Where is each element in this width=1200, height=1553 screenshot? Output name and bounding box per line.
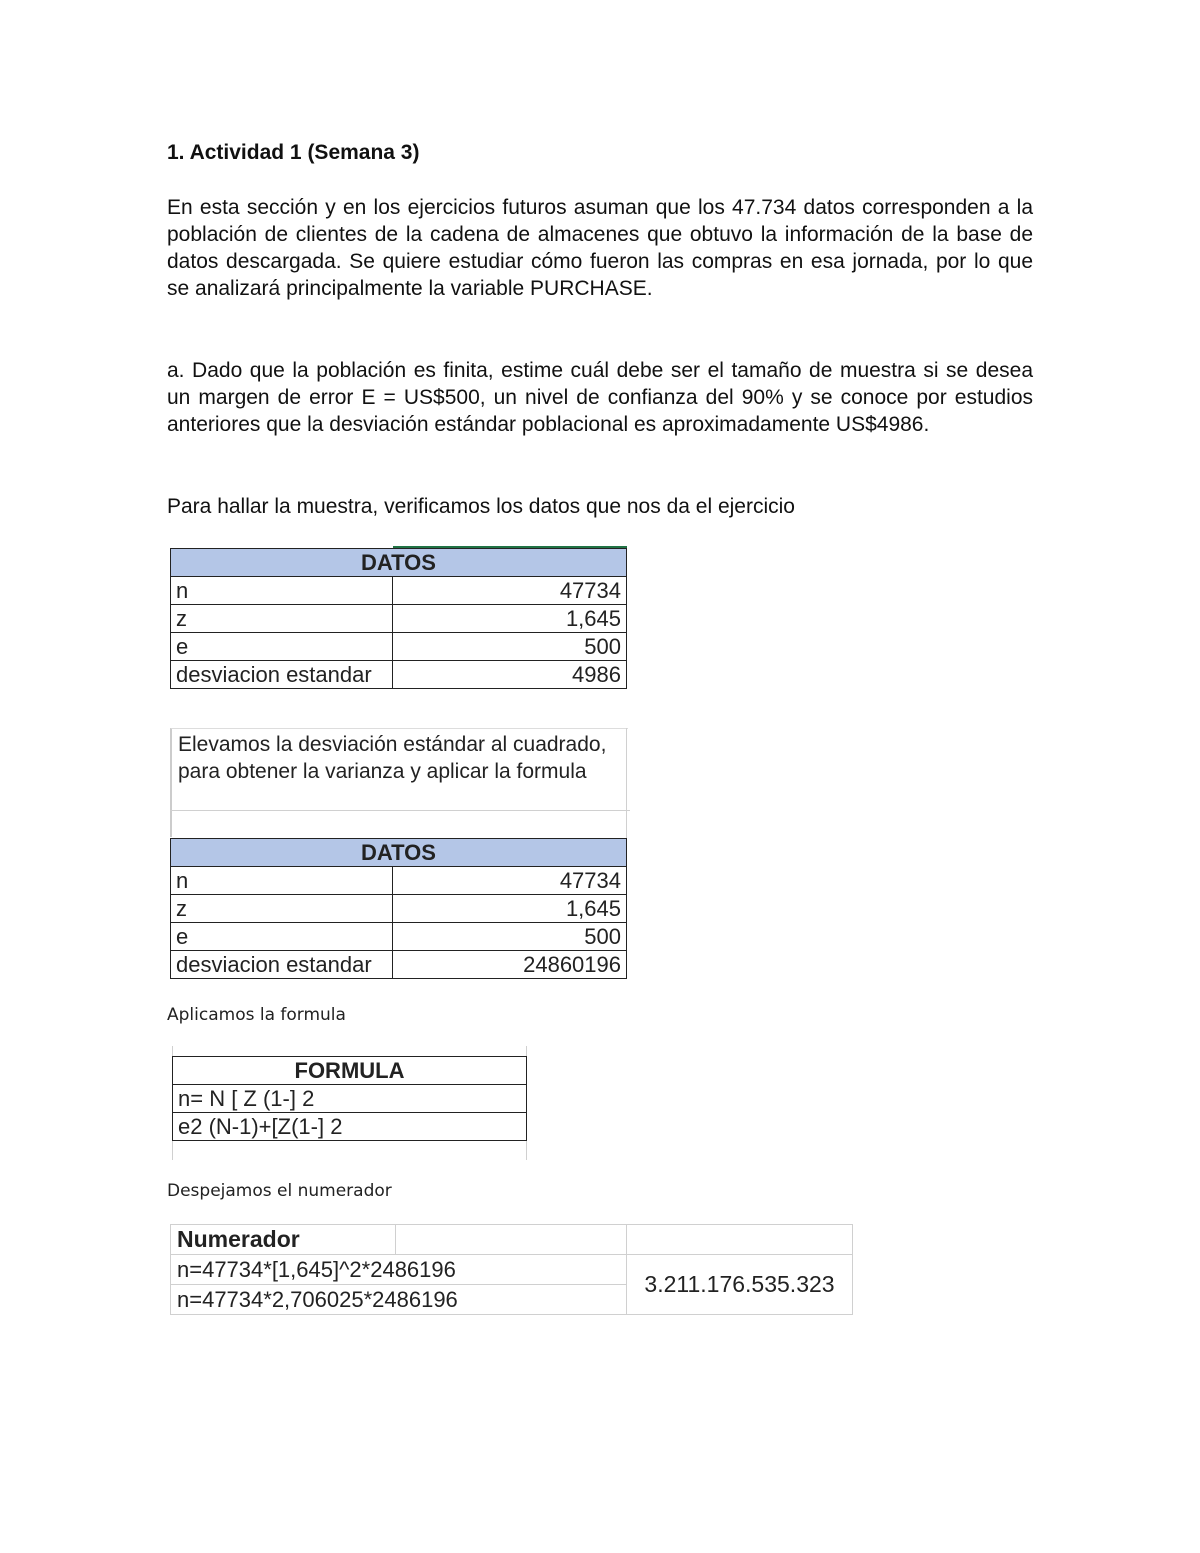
- table-header: FORMULA: [173, 1057, 527, 1085]
- row-label: desviacion estandar: [171, 661, 393, 689]
- table-header: DATOS: [171, 549, 627, 577]
- numerador-line-1: n=47734*[1,645]^2*2486196: [171, 1255, 627, 1285]
- step2-text: Aplicamos la formula: [167, 1005, 346, 1025]
- empty-cell: [396, 1225, 627, 1255]
- row-value: 500: [393, 633, 627, 661]
- empty-cell: [627, 1225, 853, 1255]
- row-value: 1,645: [393, 605, 627, 633]
- numerador-title: Numerador: [171, 1225, 396, 1255]
- row-label: e: [171, 923, 393, 951]
- datos-table-1: [170, 548, 627, 689]
- row-label: z: [171, 605, 393, 633]
- row-value: 4986: [393, 661, 627, 689]
- numerador-line-2: n=47734*2,706025*2486196: [171, 1285, 627, 1315]
- table-row: [171, 633, 627, 661]
- formula-line-1: n= N [ Z (1-] 2: [173, 1085, 527, 1113]
- intro-paragraph: En esta sección y en los ejercicios futuros asuman que los 47.734 datos corresponden a la población de clientes de la cadena de almacenes que obtuvo la información de la base de datos descargada. Se quiere estudiar cómo fueron las compras en esa jornada, por lo que se analizará principalmente la variable PURCHASE.: [167, 196, 1033, 300]
- row-value: 47734: [393, 867, 627, 895]
- gridline: [170, 810, 630, 811]
- row-label: desviacion estandar: [171, 951, 393, 979]
- row-label: z: [171, 895, 393, 923]
- row-label: e: [171, 633, 393, 661]
- row-value: 500: [393, 923, 627, 951]
- row-label: n: [171, 867, 393, 895]
- table-row: [171, 951, 627, 979]
- table-row: [171, 577, 627, 605]
- numerador-result: 3.211.176.535.323: [627, 1255, 853, 1315]
- section-heading: 1. Actividad 1 (Semana 3): [167, 141, 420, 164]
- row-value: 24860196: [393, 951, 627, 979]
- gridline: [626, 728, 627, 838]
- note-text: Elevamos la desviación estándar al cuadrado, para obtener la varianza y aplicar la formula: [178, 733, 607, 783]
- numerador-table: [170, 1224, 853, 1315]
- table-row: [171, 923, 627, 951]
- table-row: [171, 895, 627, 923]
- row-value: 47734: [393, 577, 627, 605]
- datos-table-2: [170, 838, 627, 979]
- row-value: 1,645: [393, 895, 627, 923]
- step1-text: Para hallar la muestra, verificamos los datos que nos da el ejercicio: [167, 495, 795, 518]
- table-row: [171, 661, 627, 689]
- table-header: DATOS: [171, 839, 627, 867]
- note-cell: [170, 728, 628, 837]
- row-label: n: [171, 577, 393, 605]
- formula-line-2: e2 (N-1)+[Z(1-] 2: [173, 1113, 527, 1141]
- table-row: [171, 605, 627, 633]
- step3-text: Despejamos el numerador: [167, 1181, 392, 1201]
- table-row: [171, 867, 627, 895]
- formula-table: [172, 1056, 527, 1141]
- question-a-paragraph: a. Dado que la población es finita, estime cuál debe ser el tamaño de muestra si se desea un margen de error E = US$500, un nivel de confianza del 90% y se conoce por estudios anteriores que la desviación estándar poblacional es aproximadamente US$4986.: [167, 359, 1033, 436]
